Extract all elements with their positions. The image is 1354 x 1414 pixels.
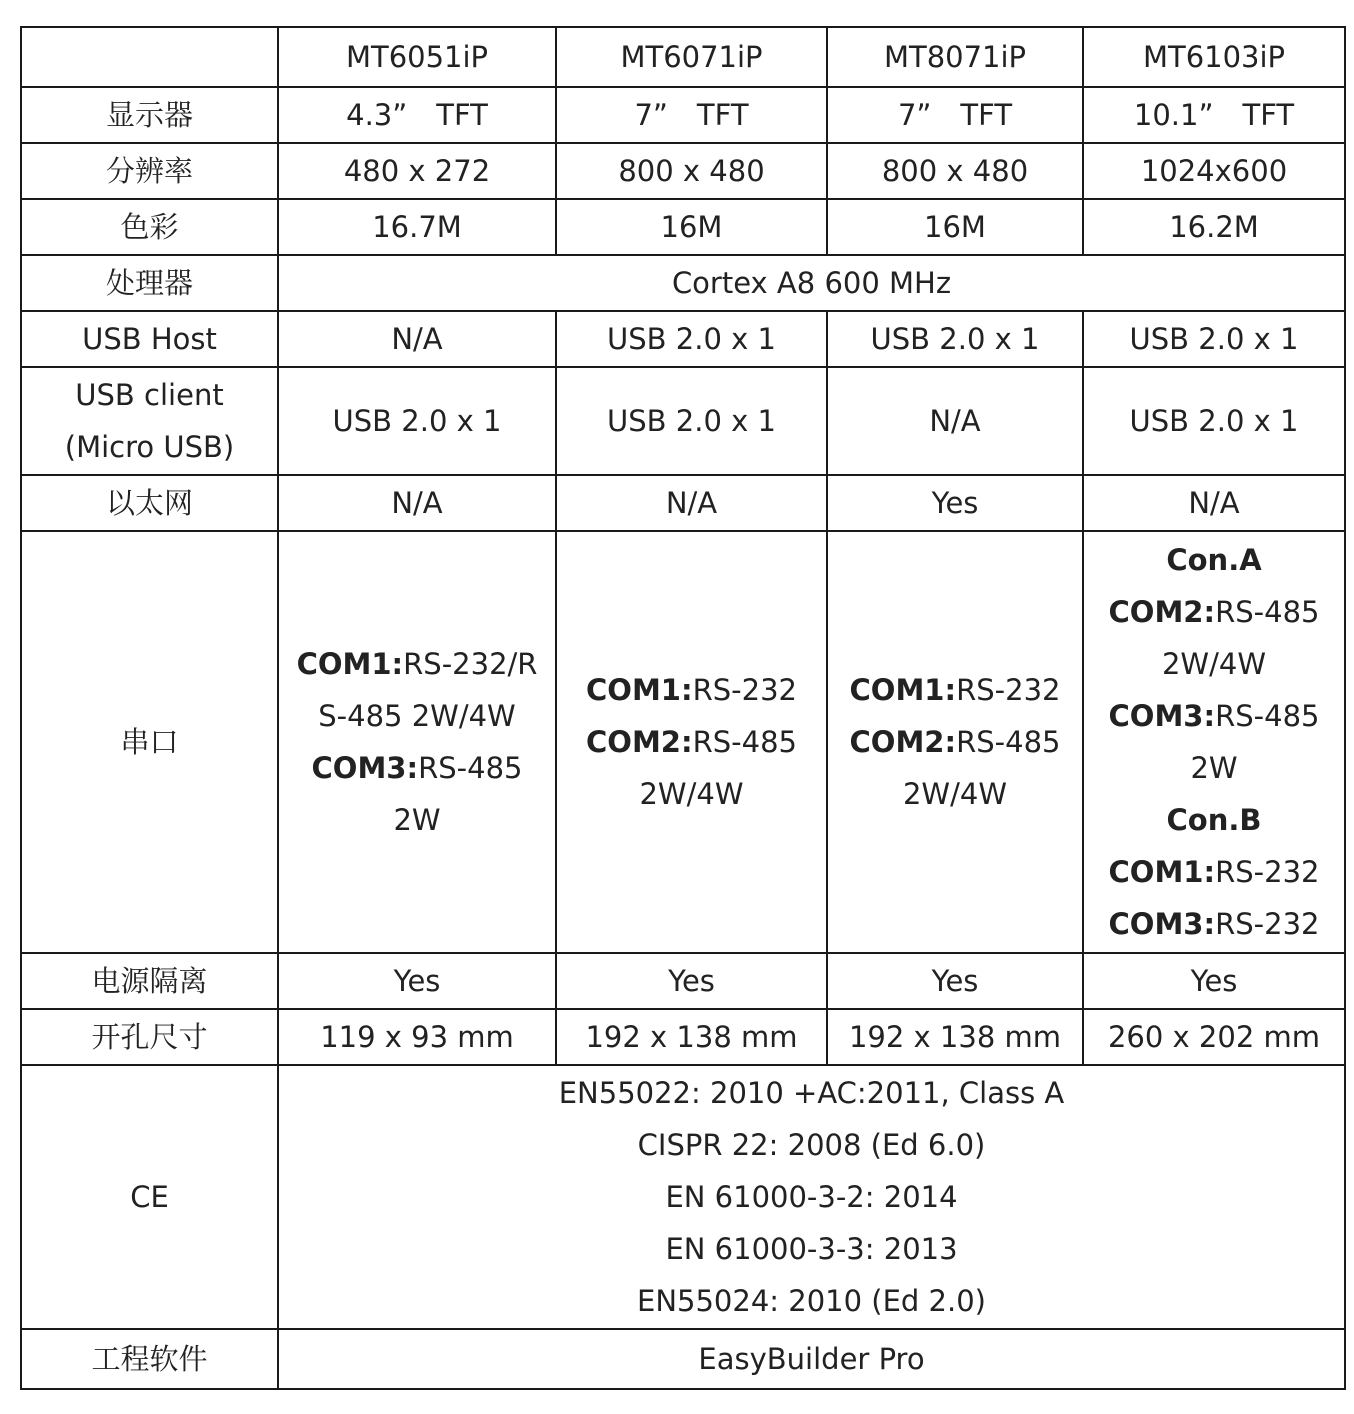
serial-port-spec: 2W/4W bbox=[902, 777, 1008, 811]
cell-cutout-mt8071ip: 192 x 138 mm bbox=[827, 1009, 1083, 1065]
serial-line bbox=[1088, 690, 1340, 742]
serial-port-spec: RS-232 bbox=[1215, 907, 1320, 941]
serial-line bbox=[1088, 586, 1340, 638]
serial-line bbox=[832, 664, 1078, 716]
serial-port-spec: 2W/4W bbox=[1161, 647, 1267, 681]
serial-port-name: COM1: bbox=[296, 647, 404, 681]
row-software bbox=[21, 1329, 1345, 1389]
row-label-usb-client-line: USB client bbox=[75, 378, 224, 412]
cell-usb-host-mt6051ip: N/A bbox=[278, 311, 556, 367]
cell-ce-all bbox=[278, 1065, 1345, 1329]
serial-port-name: COM3: bbox=[1108, 699, 1216, 733]
row-label-usb-client-line: (Micro USB) bbox=[64, 430, 235, 464]
row-serial bbox=[21, 531, 1345, 953]
cell-color-mt6103ip: 16.2M bbox=[1083, 199, 1345, 255]
row-label-color: 色彩 bbox=[21, 199, 278, 255]
serial-line bbox=[283, 690, 551, 742]
cell-resolution-mt8071ip: 800 x 480 bbox=[827, 143, 1083, 199]
cell-serial-mt8071ip bbox=[827, 531, 1083, 953]
cell-usb-host-mt6103ip: USB 2.0 x 1 bbox=[1083, 311, 1345, 367]
serial-port-name: COM2: bbox=[586, 725, 693, 759]
cell-usb-client-mt6051ip: USB 2.0 x 1 bbox=[278, 367, 556, 475]
cell-color-mt6051ip: 16.7M bbox=[278, 199, 556, 255]
cell-usb-client-mt6071ip: USB 2.0 x 1 bbox=[556, 367, 827, 475]
cell-processor-all: Cortex A8 600 MHz bbox=[278, 255, 1345, 311]
cell-serial-mt6071ip bbox=[556, 531, 827, 953]
row-label-software: 工程软件 bbox=[21, 1329, 278, 1389]
cell-display-mt6051ip: 4.3” TFT bbox=[278, 87, 556, 143]
cell-resolution-mt6103ip: 1024x600 bbox=[1083, 143, 1345, 199]
serial-port-spec: RS-485 bbox=[418, 751, 523, 785]
cell-usb-host-mt6071ip: USB 2.0 x 1 bbox=[556, 311, 827, 367]
row-label-usb-host: USB Host bbox=[21, 311, 278, 367]
serial-port-name: Con.B bbox=[1166, 803, 1262, 837]
row-usb-client bbox=[21, 367, 1345, 475]
serial-port-spec: RS-232/R bbox=[403, 647, 538, 681]
serial-port-spec: 2W/4W bbox=[639, 777, 744, 811]
row-color bbox=[21, 199, 1345, 255]
cell-usb-host-mt8071ip: USB 2.0 x 1 bbox=[827, 311, 1083, 367]
serial-line bbox=[832, 716, 1078, 768]
serial-line bbox=[283, 638, 551, 690]
serial-line bbox=[832, 768, 1078, 820]
cell-usb-client-mt6103ip: USB 2.0 x 1 bbox=[1083, 367, 1345, 475]
serial-line bbox=[1088, 898, 1340, 950]
row-label-usb-client bbox=[21, 367, 278, 475]
serial-port-name: COM1: bbox=[586, 673, 693, 707]
cell-cutout-mt6051ip: 119 x 93 mm bbox=[278, 1009, 556, 1065]
serial-port-name: COM3: bbox=[311, 751, 419, 785]
cell-serial-mt6103ip bbox=[1083, 531, 1345, 953]
cell-cutout-mt6071ip: 192 x 138 mm bbox=[556, 1009, 827, 1065]
serial-port-spec: 2W bbox=[1190, 751, 1238, 785]
serial-port-spec: S-485 2W/4W bbox=[318, 699, 516, 733]
row-label-cutout: 开孔尺寸 bbox=[21, 1009, 278, 1065]
header-model-mt6103ip: MT6103iP bbox=[1083, 27, 1345, 87]
ce-standard: EN 61000-3-2: 2014 bbox=[665, 1180, 958, 1214]
cell-power-isolation-mt6103ip: Yes bbox=[1083, 953, 1345, 1009]
row-label-ce: CE bbox=[21, 1065, 278, 1329]
row-label-power-isolation: 电源隔离 bbox=[21, 953, 278, 1009]
serial-line bbox=[1088, 638, 1340, 690]
cell-power-isolation-mt6071ip: Yes bbox=[556, 953, 827, 1009]
serial-line bbox=[1088, 534, 1340, 586]
cell-software-all: EasyBuilder Pro bbox=[278, 1329, 1345, 1389]
row-label-resolution: 分辨率 bbox=[21, 143, 278, 199]
row-usb-host bbox=[21, 311, 1345, 367]
cell-ethernet-mt6103ip: N/A bbox=[1083, 475, 1345, 531]
cell-usb-client-mt8071ip: N/A bbox=[827, 367, 1083, 475]
serial-port-spec: RS-485 bbox=[1215, 595, 1320, 629]
cell-resolution-mt6071ip: 800 x 480 bbox=[556, 143, 827, 199]
cell-resolution-mt6051ip: 480 x 272 bbox=[278, 143, 556, 199]
row-label-serial: 串口 bbox=[21, 531, 278, 953]
serial-line bbox=[561, 768, 822, 820]
row-processor bbox=[21, 255, 1345, 311]
cell-color-mt6071ip: 16M bbox=[556, 199, 827, 255]
serial-port-name: COM1: bbox=[849, 673, 957, 707]
cell-serial-mt6051ip bbox=[278, 531, 556, 953]
serial-port-name: Con.A bbox=[1166, 543, 1262, 577]
cell-display-mt6071ip: 7” TFT bbox=[556, 87, 827, 143]
serial-line bbox=[1088, 794, 1340, 846]
cell-display-mt6103ip: 10.1” TFT bbox=[1083, 87, 1345, 143]
serial-port-name: COM2: bbox=[849, 725, 957, 759]
serial-port-spec: RS-485 bbox=[956, 725, 1061, 759]
spec-table bbox=[20, 26, 1346, 1390]
header-model-mt6071ip: MT6071iP bbox=[556, 27, 827, 87]
ce-standard: EN55022: 2010 +AC:2011, Class A bbox=[558, 1076, 1065, 1110]
header-model-mt6051ip: MT6051iP bbox=[278, 27, 556, 87]
row-power-isolation bbox=[21, 953, 1345, 1009]
serial-port-spec: RS-485 bbox=[692, 725, 797, 759]
row-label-processor: 处理器 bbox=[21, 255, 278, 311]
cell-ethernet-mt6051ip: N/A bbox=[278, 475, 556, 531]
row-ce bbox=[21, 1065, 1345, 1329]
serial-port-name: COM3: bbox=[1108, 907, 1216, 941]
ce-standard: EN55024: 2010 (Ed 2.0) bbox=[637, 1284, 986, 1318]
serial-line bbox=[283, 742, 551, 794]
serial-line bbox=[1088, 846, 1340, 898]
cell-cutout-mt6103ip: 260 x 202 mm bbox=[1083, 1009, 1345, 1065]
serial-port-spec: RS-232 bbox=[956, 673, 1061, 707]
row-ethernet bbox=[21, 475, 1345, 531]
row-display bbox=[21, 87, 1345, 143]
row-label-display: 显示器 bbox=[21, 87, 278, 143]
row-cutout bbox=[21, 1009, 1345, 1065]
ce-standard: CISPR 22: 2008 (Ed 6.0) bbox=[637, 1128, 986, 1162]
serial-line bbox=[283, 794, 551, 846]
cell-ethernet-mt8071ip: Yes bbox=[827, 475, 1083, 531]
header-model-mt8071ip: MT8071iP bbox=[827, 27, 1083, 87]
serial-line bbox=[561, 664, 822, 716]
header-row bbox=[21, 27, 1345, 87]
serial-port-name: COM2: bbox=[1108, 595, 1216, 629]
serial-port-spec: 2W bbox=[393, 803, 441, 837]
ce-standard: EN 61000-3-3: 2013 bbox=[665, 1232, 958, 1266]
serial-port-name: COM1: bbox=[1108, 855, 1216, 889]
row-resolution bbox=[21, 143, 1345, 199]
serial-port-spec: RS-232 bbox=[692, 673, 797, 707]
cell-power-isolation-mt8071ip: Yes bbox=[827, 953, 1083, 1009]
serial-port-spec: RS-232 bbox=[1215, 855, 1320, 889]
row-label-ethernet: 以太网 bbox=[21, 475, 278, 531]
header-empty-cell bbox=[21, 27, 278, 87]
serial-line bbox=[561, 716, 822, 768]
cell-power-isolation-mt6051ip: Yes bbox=[278, 953, 556, 1009]
cell-color-mt8071ip: 16M bbox=[827, 199, 1083, 255]
serial-line bbox=[1088, 742, 1340, 794]
serial-port-spec: RS-485 bbox=[1215, 699, 1320, 733]
cell-display-mt8071ip: 7” TFT bbox=[827, 87, 1083, 143]
cell-ethernet-mt6071ip: N/A bbox=[556, 475, 827, 531]
